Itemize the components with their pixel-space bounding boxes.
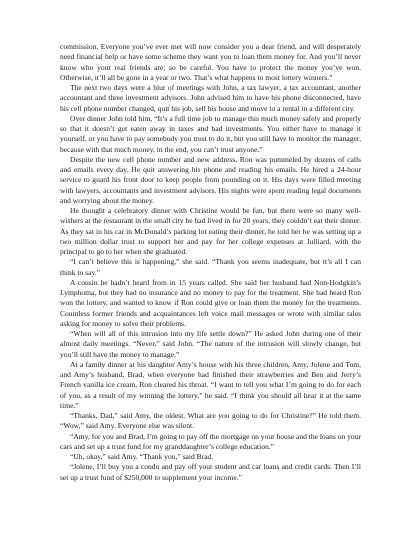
- paragraph: The next two days were a blur of meetings with John, a tax lawyer, a tax accountant, another accountant and three investment advisors. John advised him to have his phone disconnected, have his cell phone number changed, quit his job, sell his house and move to a rental in a different city.: [60, 83, 361, 113]
- paragraph: “Thanks, Dad,” said Amy, the oldest. What are you going to do for Christine?” He told them. “Wow,” said Amy. Everyone else was silent.: [60, 411, 361, 431]
- paragraph: At a family dinner at his daughter Amy’s house with his three children, Amy, Jolene and Tom, and Amy’s husband, Brad, when everyone had finished their strawberries and Ben and Jerry’s French vanilla ice cream, Ron cleared his throat. “I want to tell you what I’m going to do for each of you, as a result of my winning the lottery,” he said. “I think you should all hear it at the same time.”: [60, 359, 361, 410]
- document-page: [60, 42, 361, 483]
- paragraph: “I can’t believe this is happening,” she said. “Thank you seems inadequate, but it’s all I can think to say.”: [60, 257, 361, 277]
- paragraph: Over dinner John told him, “It’s a full time job to manage this much money safely and properly so that it doesn’t get eaten away in taxes and bad investments. You either have to manage it yourself, or you have to pay somebody you trust to do it, but you still have to monitor the manager, because with that much money, in the end, you can’t trust anyone.”: [60, 113, 361, 154]
- paragraph: commission. Everyone you’ve ever met will now consider you a dear friend, and will desperately need financial help or have some scheme they want you to loan them money for. And you’ll never know who your real friends are; so be careful. You have to protect the money you’ve won. Otherwise, it’ll all be gone in a year or two. That’s what happens to most lottery winners.”: [60, 42, 361, 82]
- paragraph: “Uh, okay,” said Amy. “Thank you,” said Brad.: [70, 452, 214, 461]
- paragraph: Despite the new cell phone number and new address, Ron was pummeled by dozens of calls and emails every day. He quit answering his phone and reading his emails. He hired a 24-hour service to guard his front door to keep people from pounding on it. His days were filled meeting with lawyers, accountants and investment advisors. His nights were spent reading legal documents and worrying about the money.: [60, 154, 361, 205]
- paragraph: He thought a celebratory dinner with Christine would be fun, but there were so many well-wishers at the restaurant in the small city he had lived in for 20 years, they couldn’t eat their dinner. As they sat in his car in McDonald’s parking lot eating their dinner, he told her he was setting up a two million dollar trust to support her and pay for her college expenses at Julliard, with the principal to go to her when she graduated.: [60, 206, 361, 256]
- paragraph: “Jolene, I’ll buy you a condo and pay off your student and car loans and credit cards. Then I’ll set up a trust fund of $250,000 to supplement your income.”: [60, 462, 361, 482]
- paragraph: “Amy, for you and Brad, I’m going to pay off the mortgage on your house and the loans on your cars and set up a trust fund for my granddaughter’s college education.”: [60, 431, 361, 451]
- paragraph: A cousin he hadn’t heard from in 15 years called. She said her husband had Non-Hodgkin’s Lymphoma, but they had no insurance and no money to pay for the treatment. She had heard Ron won the lottery, and wanted to know if Ron could give or loan them the money for the treatments. Countless former friends and acquaintances left voice mail messages or wrote with similar tales asking for money to solve their problems.: [60, 277, 361, 328]
- paragraph: “When will all of this intrusion into my life settle down?” He asked John during one of their almost daily meetings. “Never,” said John. “The nature of the intrusion will slowly change, but you’ll still have the money to manage.”: [60, 329, 361, 359]
